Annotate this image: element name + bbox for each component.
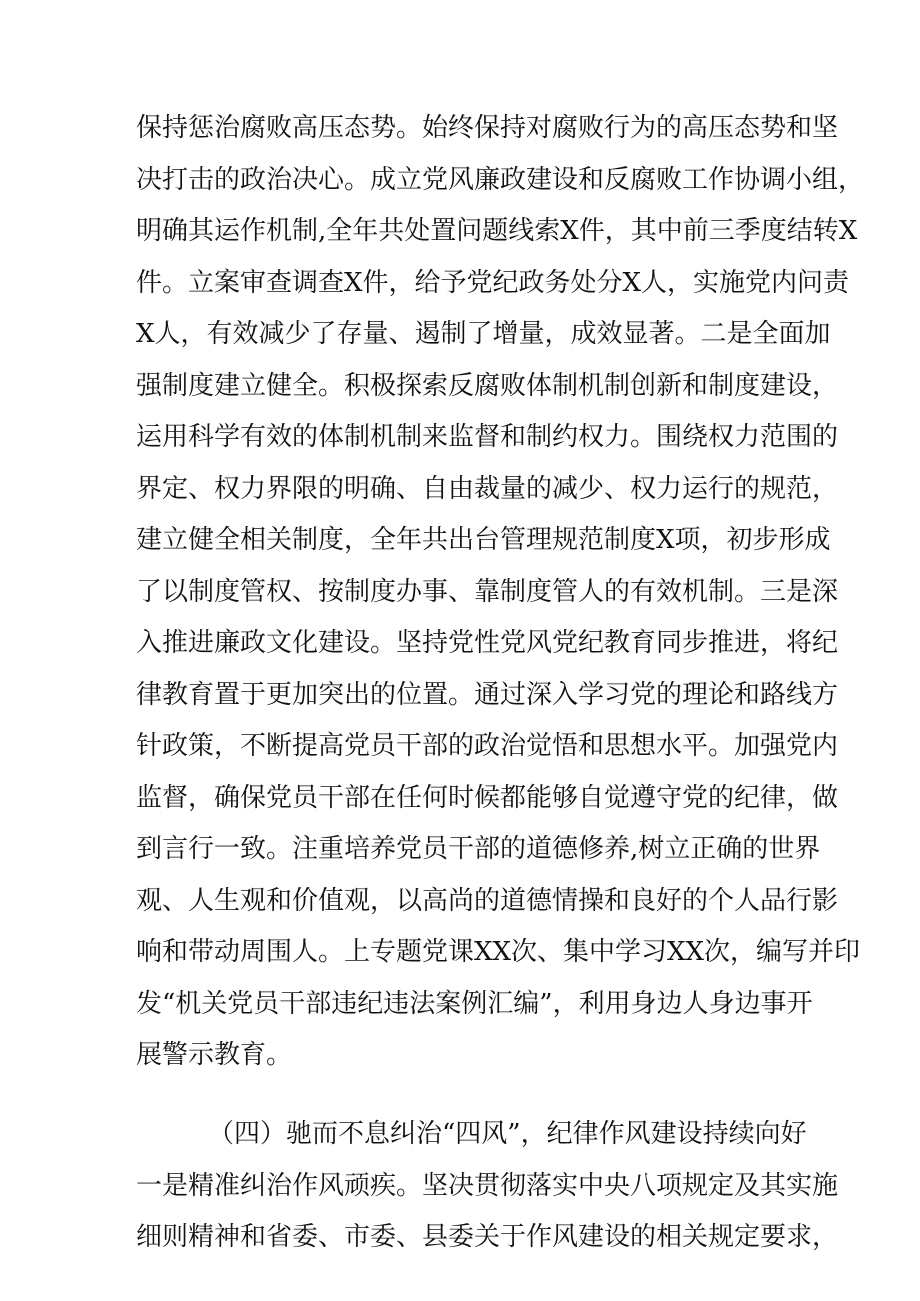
body-text-line: 监督，确保党员干部在任何时候都能够自觉遵守党的纪律，做	[136, 783, 839, 813]
body-text-line: 响和带动周围人。上专题党课XX次、集中学习XX次，编写并印	[136, 937, 861, 967]
body-text-line: 强制度建立健全。积极探索反腐败体制机制创新和制度建设，	[136, 371, 839, 401]
body-text-line: 入推进廉政文化建设。坚持党性党风党纪教育同步推进，将纪	[136, 628, 839, 658]
section-heading: （四）驰而不息纠治“四风”，纪律作风建设持续向好	[208, 1119, 807, 1149]
body-text-line: 建立健全相关制度，全年共出台管理规范制度X项，初步形成	[136, 525, 831, 555]
body-text-line: 决打击的政治决心。成立党风廉政建设和反腐败工作协调小组，	[136, 165, 865, 195]
body-text-line: 律教育置于更加突出的位置。通过深入学习党的理论和路线方	[136, 680, 839, 710]
body-text-line: 界定、权力界限的明确、自由裁量的减少、权力运行的规范，	[136, 474, 839, 504]
body-text-line: 发“机关党员干部违纪违法案例汇编”，利用身边人身边事开	[136, 989, 813, 1019]
body-text-line: X人，有效减少了存量、遏制了增量，成效显著。二是全面加	[136, 319, 831, 349]
body-text-line: 件。立案审查调查X件，给予党纪政务处分X人，实施党内问责	[136, 268, 850, 298]
body-text-line: 运用科学有效的体制机制来监督和制约权力。围绕权力范围的	[136, 422, 839, 452]
body-text-line: 细则精神和省委、市委、县委关于作风建设的相关规定要求，	[136, 1222, 839, 1252]
body-text-line: 明确其运作机制,全年共处置问题线索X件，其中前三季度结转X	[136, 216, 858, 246]
body-text-line: 保持惩治腐败高压态势。始终保持对腐败行为的高压态势和坚	[136, 113, 839, 143]
body-text-line: 了以制度管权、按制度办事、靠制度管人的有效机制。三是深	[136, 577, 839, 607]
body-text-line: 到言行一致。注重培养党员干部的道德修养,树立正确的世界	[136, 834, 821, 864]
body-text-line: 针政策，不断提高党员干部的政治觉悟和思想水平。加强党内	[136, 731, 839, 761]
body-text-line: 展警示教育。	[136, 1040, 293, 1070]
body-text-line: 一是精准纠治作风顽疾。坚决贯彻落实中央八项规定及其实施	[136, 1171, 839, 1201]
body-text-line: 观、人生观和价值观，以高尚的道德情操和良好的个人品行影	[136, 886, 839, 916]
